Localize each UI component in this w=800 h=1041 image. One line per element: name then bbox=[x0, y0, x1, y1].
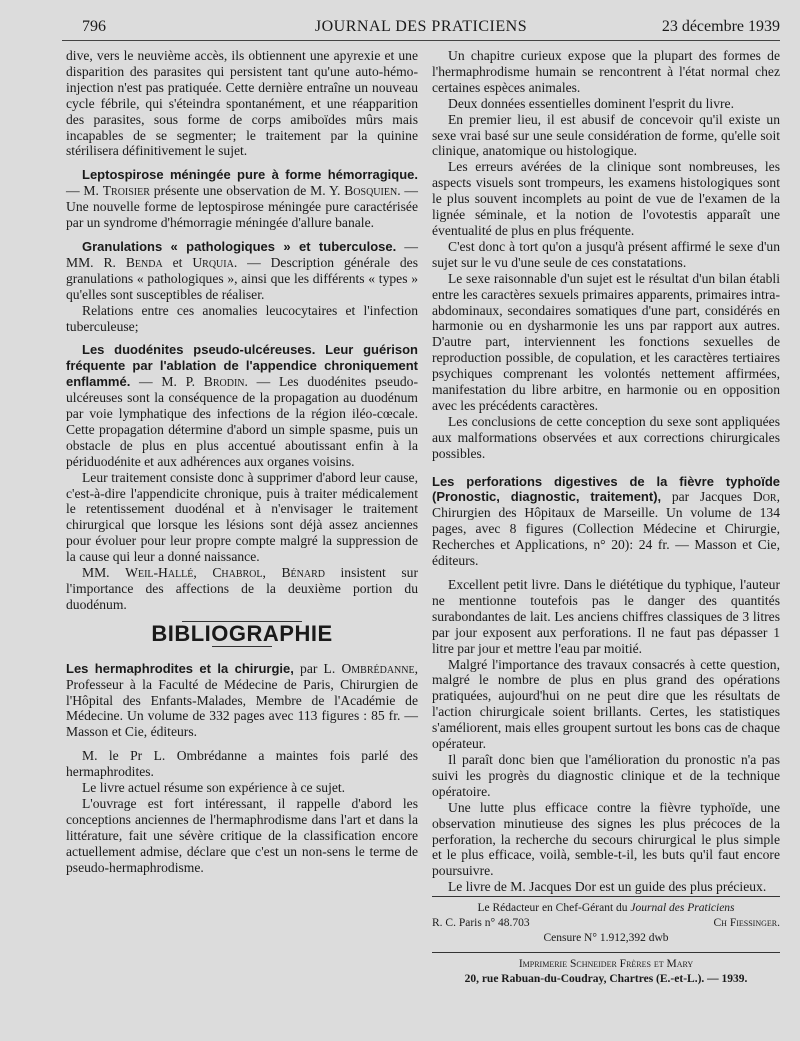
paragraph: Malgré l'importance des travaux consacrés à cette question, malgré le nombre de plus en plus grand des opérations pratiquées, aujourd'hui on ne peut dire que les résultats de l'action chirurgicale soient brillants. Certes, les statistiques s'améliorent, mais elles groupent surtout les bons cas de chaque opérateur. bbox=[432, 656, 780, 752]
author-name: Bosquien bbox=[344, 183, 398, 199]
registration-line: R. C. Paris n° 48.703 Ch Fiessinger. bbox=[432, 917, 780, 929]
article-leptospirose: Leptospirose méningée pure à forme hémorragique. — M. Troisier présente une observation de M. Y. Bosquien. — Une nouvelle forme de leptospirose méningée pure caractérisée par un syndrome d'hémorragie méningée d'allure banale. bbox=[66, 167, 419, 231]
book-citation: Les perforations digestives de la fièvre typhoïde (Pronostic, diagnostic, traitement), par Jacques Dor, Chirurgien des Hôpitaux de Marseille. Un volume de 134 pages, avec 8 figures (Collection Médecine et Chirurgie, Recherches et Applications, n° 20): 24 fr. — Masson et Cie, éditeurs. bbox=[432, 473, 781, 569]
left-column bbox=[66, 48, 418, 876]
paragraph: L'ouvrage est fort intéressant, il rappelle d'abord les conceptions anciennes de l'hermaphrodisme dans l'art et dans la littérature, fait une sévère critique de la classification encore actuellement admise, déclare que c'est un non-sens le terme de pseudo-hermaphrodisme. bbox=[66, 795, 418, 875]
article-duodenites: Les duodénites pseudo-ulcéreuses. Leur guérison fréquente par l'ablation de l'appendice chroniquement enflammé. — M. P. Brodin. — Les duodénites pseudo-ulcéreuses sont la conséquence de la propagation au duodénum par voie lymphatique des infections de la région iléo-cœcale. Cette propagation détermine d'abord un simple spasme, puis un obstacle de plus en plus accentué aboutissant enfin à la périduodénite et aux adhérences aux organes voisins. bbox=[66, 342, 418, 469]
paragraph: C'est donc à tort qu'on a jusqu'à présent affirmé le sexe d'un sujet sur le vu d'une seule de ces constatations. bbox=[432, 238, 780, 270]
paragraph: Les conclusions de cette conception du sexe sont appliquées aux malformations observées et aux corrections chirurgicales possibles. bbox=[432, 413, 780, 461]
article-granulations: Granulations « pathologiques » et tuberculose. — MM. R. Benda et Urquia. — Description générale des granulations « pathologiques », ainsi que les différents « types » qu'elles sont susceptibles de réaliser. bbox=[66, 238, 418, 302]
paragraph: Le livre de M. Jacques Dor est un guide des plus précieux. bbox=[448, 879, 767, 895]
author-name: Ombrédanne bbox=[341, 660, 415, 676]
censure-line: Censure N° 1.912,392 dwb bbox=[543, 932, 669, 944]
page-number: 796 bbox=[82, 18, 106, 35]
paragraph: MM. Weil-Hallé, Chabrol, Bénard insistent sur l'importance des affections de la deuxième portion du duodénum. bbox=[66, 565, 418, 612]
article-title: Leptospirose méningée pure à forme hémorragique. bbox=[82, 167, 418, 183]
section-heading: BIBLIOGRAPHIE bbox=[151, 620, 333, 646]
journal-title: JOURNAL DES PRATICIENS bbox=[314, 18, 528, 35]
issue-date: 23 décembre 1939 bbox=[661, 18, 780, 35]
author-name: Brodin bbox=[203, 374, 245, 390]
section-divider bbox=[212, 646, 272, 647]
printer-name: Imprimerie Schneider Frères et Mary bbox=[518, 958, 694, 970]
imprint-footer bbox=[432, 896, 780, 987]
printer-address: 20, rue Rabuan-du-Coudray, Chartres (E.-et-L.). — 1939. bbox=[464, 973, 748, 985]
right-column bbox=[432, 48, 780, 895]
footer-divider bbox=[432, 952, 780, 953]
author-name: Benda bbox=[125, 254, 163, 270]
paragraph: Deux données essentielles dominent l'esprit du livre. bbox=[448, 95, 734, 111]
article-title: Les duodénites pseudo-ulcéreuses. Leur guérison fréquente par l'ablation de l'appendice chroniquement enflammé. bbox=[66, 342, 418, 390]
author-name: Troisier bbox=[102, 183, 150, 199]
article-title: Granulations « pathologiques » et tuberculose. bbox=[82, 238, 397, 254]
paragraph: Leur traitement consiste donc à supprimer d'abord leur cause, c'est-à-dire l'appendicite chronique, puis à traiter médicalement le retentissement duodénal et à n'envisager le traitement chirurgical que lorsque les lésions sont déjà assez anciennes pour évoluer pour leur propre compte malgré la suppression de la cause qui leur a donné naissance. bbox=[66, 469, 418, 565]
book-citation: Les hermaphrodites et la chirurgie, par L. Ombrédanne, Professeur à la Faculté de Médecine de Paris, Chirurgien de l'Hôpital des Enfants-Malades, Membre de l'Académie de Médecine. Un volume de 332 pages avec 113 figures : 85 fr. — Masson et Cie, éditeurs. bbox=[66, 660, 418, 740]
paragraph: Les erreurs avérées de la clinique sont nombreuses, les aspects visuels sont trompeurs, les examens histologiques sont le plus souvent incomplets au point de vue de l'examen de la lignée séminale, et la notion de l'ovotestis apparaît une éventualité de plus en plus fréquente. bbox=[432, 159, 780, 238]
editor-name: Ch Fiessinger. bbox=[713, 917, 780, 929]
editor-line: Le Rédacteur en Chef-Gérant du Journal des Praticiens bbox=[477, 902, 735, 914]
paragraph: M. le Pr L. Ombrédanne a maintes fois parlé des hermaphrodites. bbox=[66, 748, 418, 780]
paragraph: Un chapitre curieux expose que la plupart des formes de l'hermaphrodisme humain se rencontrent à l'état normal chez certaines espèces animales. bbox=[432, 48, 780, 95]
paragraph: En premier lieu, il est abusif de concevoir qu'il existe un sexe vrai basé sur une seule considération de forme, qu'elle soit clinique, anatomique ou histologique. bbox=[432, 111, 780, 159]
paragraph: Relations entre ces anomalies leucocytaires et l'infection tuberculeuse; bbox=[66, 302, 418, 334]
book-title: Les hermaphrodites et la chirurgie, bbox=[66, 660, 294, 676]
paragraph: Le livre actuel résume son expérience à ce sujet. bbox=[82, 780, 346, 796]
author-name: Dor bbox=[752, 489, 777, 505]
page-header bbox=[62, 14, 780, 41]
author-name: Urquia bbox=[192, 254, 234, 270]
paragraph: Une lutte plus efficace contre la fièvre typhoïde, une observation minutieuse des signes les plus précoces de la perforation, la recherche du secours chirurgical le plus simple et le plus efficace, voilà, semble-t-il, les buts qu'il faut encore poursuivre. bbox=[432, 799, 780, 879]
author-name: Weil-Hallé, Chabrol, Bénard bbox=[125, 565, 325, 581]
book-title: Les perforations digestives de la fièvre typhoïde (Pronostic, diagnostic, traitement), bbox=[432, 473, 780, 505]
bibliography-entry bbox=[66, 661, 418, 876]
paragraph: Il paraît donc bien que l'amélioration du pronostic n'a pas suivi les progrès du diagnostic clinique et de la technique opératoire. bbox=[432, 751, 780, 799]
paragraph: dive, vers le neuvième accès, ils obtiennent une apyrexie et une disparition des parasites qui persistent tant qu'une auto-hémo-injection n'est pas pratiquée. Cette dernière entraîne un nouveau cycle fébrile, qui s'éteindra spontanément, et une réapparition des parasites, sous forme de corps amiboïdes mûrs mais incapables de se segmenter; le traitement par la quinine stérilisera définitivement le sujet. bbox=[66, 48, 418, 159]
paragraph: Le sexe raisonnable d'un sujet est le résultat d'un bilan établi entre les caractères sexuels primaires apparents, primaires intra-abdominaux, secondaires somatiques d'une part, considérés en harmonie ou en dysharmonie les uns par rapport aux autres. D'autre part, interviennent les fonctions sexuelles de reproduction possible, de copulation, et les caractères tertiaires psychiques comprenant les volontés nettement affirmées, manifestation du libre arbitre, en harmonie ou en opposition avec les précédents caractères. bbox=[432, 270, 780, 413]
paragraph: Excellent petit livre. Dans le diététique du typhique, l'auteur ne mentionne toutefois pas le danger des quantités surabondantes de lait. Les anciens chiffres classiques de 3 litres par jour exposent aux perforations. Il ne faut pas dépasser 1 litre par jour et mettre l'eau par moitié. bbox=[432, 577, 780, 656]
